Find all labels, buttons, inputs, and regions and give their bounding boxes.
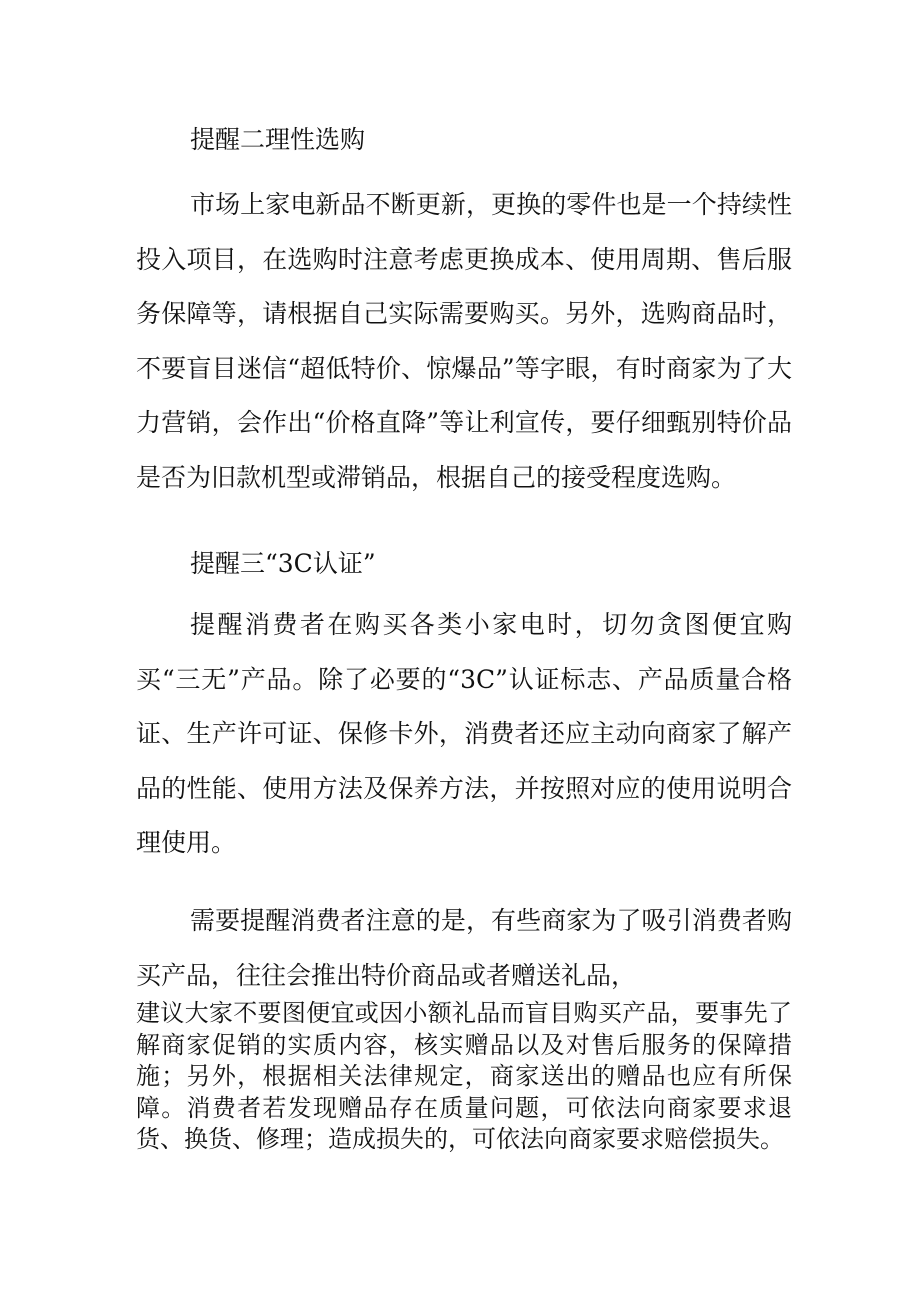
section-heading-reminder-2: 提醒二理性选购 bbox=[190, 125, 366, 154]
paragraph-promotion-warning-start: 需要提醒消费者注意的是，有些商家为了吸引消费者购买产品，往往会推出特价商品或者赠送礼品， bbox=[136, 906, 792, 990]
paragraph-promotion-warning-continued: 建议大家不要图便宜或因小额礼品而盲目购买产品，要事先了解商家促销的实质内容，核实赠品以及对售后服务的保障措施；另外，根据相关法律规定，商家送出的赠品也应有所保障。消费者若发现赠品存在质量问题，可依法向商家要求退货、换货、修理；造成损失的，可依法向商家要求赔偿损失。 bbox=[136, 999, 792, 1153]
paragraph-rational-purchase: 市场上家电新品不断更新，更换的零件也是一个持续性投入项目，在选购时注意考虑更换成本、使用周期、售后服务保障等，请根据自己实际需要购买。另外，选购商品时，不要盲目迷信“超低特价、惊爆品”等字眼，有时商家为了大力营销，会作出“价格直降”等让利宣传，要仔细甄别特价品是否为旧款机型或滞销品，根据自己的接受程度选购。 bbox=[136, 190, 792, 492]
paragraph-3c-certification: 提醒消费者在购买各类小家电时，切勿贪图便宜购买“三无”产品。除了必要的“3C”认证标志、产品质量合格证、生产许可证、保修卡外，消费者还应主动向商家了解产品的性能、使用方法及保养方法，并按照对应的使用说明合理使用。 bbox=[136, 610, 792, 857]
section-heading-reminder-3: 提醒三“3C认证” bbox=[190, 549, 376, 578]
